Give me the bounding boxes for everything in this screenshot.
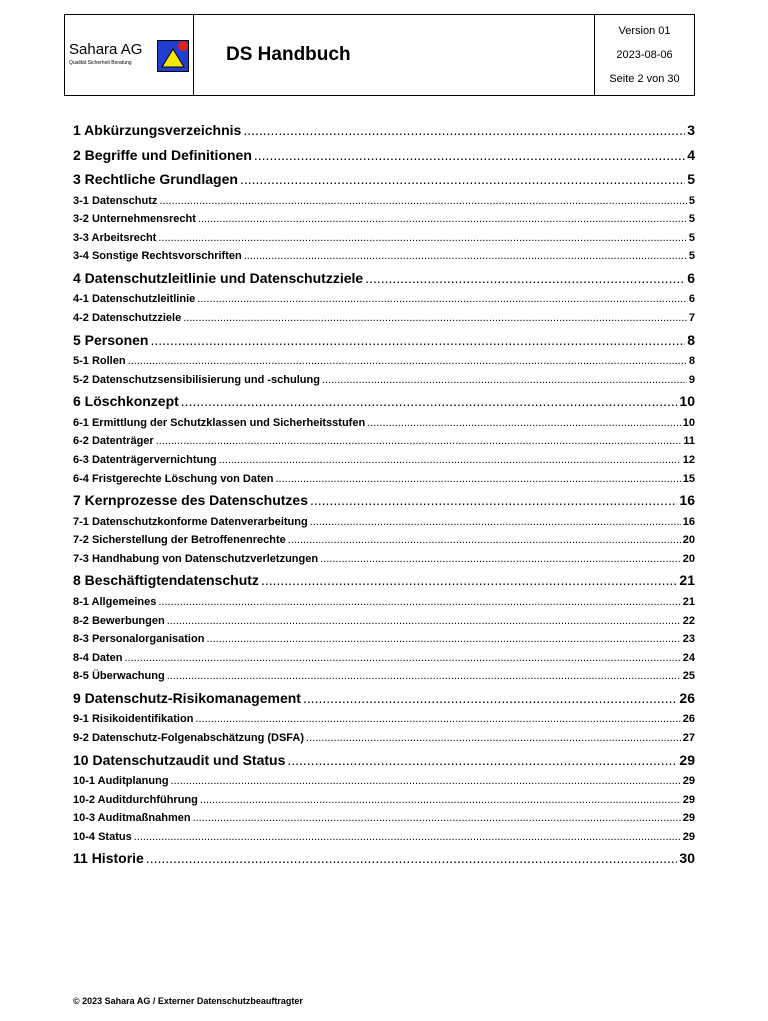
toc-section-entry[interactable] (73, 630, 695, 649)
toc-entry-page: 24 (682, 651, 695, 664)
toc-entry-page: 12 (682, 453, 695, 466)
toc-entry-page: 29 (679, 751, 695, 768)
toc-entry-page: 30 (679, 850, 695, 867)
toc-entry-page: 25 (682, 670, 695, 683)
document-meta (594, 15, 694, 95)
company-logo (65, 15, 194, 95)
toc-entry-label: 8-4 Daten (73, 651, 123, 664)
toc-entry-page: 8 (687, 331, 695, 348)
toc-leader-dots (146, 846, 678, 871)
toc-chapter-entry[interactable] (73, 748, 695, 773)
toc-leader-dots (158, 593, 680, 612)
toc-leader-dots (198, 210, 687, 229)
toc-entry-label: 5-2 Datenschutzsensibilisierung und -schulung (73, 373, 320, 386)
toc-leader-dots (306, 729, 681, 748)
page-header (64, 14, 695, 96)
toc-chapter-entry[interactable] (73, 568, 695, 593)
toc-leader-dots (254, 143, 685, 168)
toc-leader-dots (310, 513, 681, 532)
toc-entry-label: 4-1 Datenschutzleitlinie (73, 293, 196, 306)
toc-entry-page: 5 (688, 213, 695, 226)
toc-entry-page: 29 (682, 793, 695, 806)
toc-chapter-entry[interactable] (73, 846, 695, 871)
toc-entry-label: 3 Rechtliche Grundlagen (73, 171, 238, 187)
toc-entry-label: 1 Abkürzungsverzeichnis (73, 122, 242, 138)
toc-entry-page: 26 (682, 713, 695, 726)
toc-leader-dots (243, 118, 685, 143)
toc-entry-page: 29 (682, 775, 695, 788)
toc-section-entry[interactable] (73, 210, 695, 229)
toc-entry-label: 4 Datenschutzleitlinie und Datenschutzziele (73, 269, 364, 286)
toc-entry-page: 26 (679, 689, 695, 706)
toc-section-entry[interactable] (73, 247, 695, 266)
toc-entry-page: 20 (682, 552, 695, 565)
toc-section-entry[interactable] (73, 667, 695, 686)
toc-entry-page: 5 (688, 231, 695, 244)
toc-leader-dots (183, 309, 687, 328)
logo-company-name: Sahara AG (69, 41, 143, 58)
toc-entry-label: 8-2 Bewerbungen (73, 614, 165, 627)
toc-leader-dots (156, 432, 682, 451)
toc-entry-label: 9-1 Risikoidentifikation (73, 713, 194, 726)
toc-entry-page: 10 (682, 416, 695, 429)
toc-section-entry[interactable] (73, 809, 695, 828)
toc-entry-label: 3-4 Sonstige Rechtsvorschriften (73, 250, 242, 263)
toc-leader-dots (206, 630, 680, 649)
toc-entry-page: 15 (682, 472, 695, 485)
toc-entry-label: 6-2 Datenträger (73, 435, 154, 448)
toc-leader-dots (275, 470, 680, 489)
toc-entry-label: 6 Löschkonzept (73, 393, 179, 410)
toc-entry-label: 10-3 Auditmaßnahmen (73, 812, 191, 825)
toc-entry-label: 3-3 Arbeitsrecht (73, 231, 157, 244)
toc-leader-dots (150, 328, 685, 353)
logo-mark-icon (157, 40, 189, 72)
toc-leader-dots (240, 167, 685, 192)
toc-entry-page: 16 (682, 515, 695, 528)
toc-entry-page: 23 (682, 633, 695, 646)
toc-chapter-entry[interactable] (73, 143, 695, 168)
toc-entry-page: 10 (679, 393, 695, 410)
toc-entry-page: 5 (688, 194, 695, 207)
logo-tagline: Qualität Sicherheit Beratung (69, 60, 132, 66)
toc-entry-label: 6-1 Ermittlung der Schutzklassen und Sicherheitsstufen (73, 416, 366, 429)
toc-leader-dots (167, 612, 681, 631)
toc-leader-dots (125, 649, 681, 668)
toc-section-entry[interactable] (73, 371, 695, 390)
toc-entry-label: 4-2 Datenschutzziele (73, 311, 182, 324)
toc-chapter-entry[interactable] (73, 328, 695, 353)
toc-entry-page: 16 (679, 492, 695, 509)
toc-entry-label: 10-2 Auditdurchführung (73, 793, 198, 806)
toc-entry-label: 7-3 Handhabung von Datenschutzverletzungen (73, 552, 319, 565)
toc-entry-page: 6 (687, 269, 695, 286)
toc-entry-label: 2 Begriffe und Definitionen (73, 146, 252, 163)
toc-leader-dots (322, 371, 687, 390)
toc-chapter-entry[interactable] (73, 118, 695, 143)
toc-leader-dots (128, 352, 687, 371)
toc-leader-dots (320, 550, 681, 569)
toc-entry-label: 10-1 Auditplanung (73, 775, 169, 788)
toc-section-entry[interactable] (73, 531, 695, 550)
toc-entry-page: 11 (683, 435, 695, 448)
toc-leader-dots (219, 451, 681, 470)
toc-leader-dots (197, 290, 687, 309)
toc-leader-dots (367, 414, 681, 433)
toc-section-entry[interactable] (73, 451, 695, 470)
toc-entry-label: 7 Kernprozesse des Datenschutzes (73, 492, 308, 509)
document-title (194, 15, 594, 95)
toc-entry-label: 7-2 Sicherstellung der Betroffenenrechte (73, 534, 286, 547)
toc-entry-label: 10 Datenschutzaudit und Status (73, 751, 286, 768)
toc-entry-page: 7 (688, 311, 695, 324)
toc-entry-label: 8-1 Allgemeines (73, 595, 157, 608)
toc-entry-page: 20 (682, 534, 695, 547)
toc-entry-page: 9 (688, 373, 695, 386)
toc-section-entry[interactable] (73, 729, 695, 748)
toc-section-entry[interactable] (73, 828, 695, 847)
toc-section-entry[interactable] (73, 513, 695, 532)
toc-entry-page: 29 (682, 812, 695, 825)
toc-leader-dots (181, 389, 678, 414)
toc-chapter-entry[interactable] (73, 167, 695, 192)
toc-entry-label: 8-3 Personalorganisation (73, 633, 205, 646)
toc-leader-dots (244, 247, 687, 266)
table-of-contents (73, 118, 695, 871)
toc-entry-page: 5 (687, 171, 695, 187)
toc-section-entry[interactable] (73, 612, 695, 631)
toc-section-entry[interactable] (73, 432, 695, 451)
toc-section-entry[interactable] (73, 352, 695, 371)
toc-section-entry[interactable] (73, 649, 695, 668)
toc-leader-dots (171, 772, 681, 791)
toc-entry-label: 5 Personen (73, 331, 149, 348)
toc-leader-dots (303, 686, 677, 711)
toc-leader-dots (195, 710, 680, 729)
toc-leader-dots (158, 229, 687, 248)
toc-entry-label: 9 Datenschutz-Risikomanagement (73, 689, 301, 706)
toc-entry-label: 11 Historie (73, 850, 144, 867)
toc-entry-label: 9-2 Datenschutz-Folgenabschätzung (DSFA) (73, 731, 305, 744)
toc-leader-dots (159, 192, 687, 211)
toc-entry-label: 5-1 Rollen (73, 355, 126, 368)
toc-entry-label: 7-1 Datenschutzkonforme Datenverarbeitung (73, 515, 308, 528)
toc-entry-label: 3-1 Datenschutz (73, 194, 158, 207)
toc-section-entry[interactable] (73, 309, 695, 328)
toc-leader-dots (310, 488, 677, 513)
page-footer: © 2023 Sahara AG / Externer Datenschutzbeauftragter (73, 996, 303, 1006)
toc-entry-label: 8-5 Überwachung (73, 670, 165, 683)
toc-leader-dots (167, 667, 681, 686)
date-label: 2023-08-06 (616, 49, 673, 61)
toc-chapter-entry[interactable] (73, 389, 695, 414)
toc-chapter-entry[interactable] (73, 488, 695, 513)
toc-entry-label: 10-4 Status (73, 830, 132, 843)
toc-entry-page: 22 (682, 614, 695, 627)
toc-entry-page: 21 (679, 572, 695, 589)
version-label: Version 01 (618, 25, 671, 37)
toc-entry-page: 3 (687, 122, 695, 138)
toc-leader-dots (288, 531, 681, 550)
toc-entry-page: 4 (687, 146, 695, 163)
toc-leader-dots (200, 791, 681, 810)
toc-entry-page: 27 (682, 731, 695, 744)
page-number-label: Seite 2 von 30 (609, 73, 680, 85)
toc-section-entry[interactable] (73, 470, 695, 489)
toc-section-entry[interactable] (73, 710, 695, 729)
toc-section-entry[interactable] (73, 593, 695, 612)
toc-leader-dots (365, 266, 685, 291)
toc-chapter-entry[interactable] (73, 266, 695, 291)
toc-entry-page: 5 (688, 250, 695, 263)
toc-entry-page: 21 (682, 595, 695, 608)
toc-section-entry[interactable] (73, 229, 695, 248)
toc-entry-label: 3-2 Unternehmensrecht (73, 213, 196, 226)
document-title-text: DS Handbuch (226, 44, 351, 65)
toc-leader-dots (261, 568, 677, 593)
toc-section-entry[interactable] (73, 290, 695, 309)
toc-entry-page: 8 (688, 355, 695, 368)
toc-entry-label: 6-3 Datenträgervernichtung (73, 453, 217, 466)
toc-chapter-entry[interactable] (73, 686, 695, 711)
toc-entry-page: 29 (682, 830, 695, 843)
toc-section-entry[interactable] (73, 550, 695, 569)
toc-section-entry[interactable] (73, 414, 695, 433)
toc-section-entry[interactable] (73, 192, 695, 211)
toc-leader-dots (134, 828, 681, 847)
toc-entry-label: 6-4 Fristgerechte Löschung von Daten (73, 472, 274, 485)
toc-entry-page: 6 (688, 293, 695, 306)
toc-section-entry[interactable] (73, 772, 695, 791)
toc-leader-dots (193, 809, 681, 828)
toc-leader-dots (287, 748, 677, 773)
toc-entry-label: 8 Beschäftigtendatenschutz (73, 572, 259, 589)
toc-section-entry[interactable] (73, 791, 695, 810)
